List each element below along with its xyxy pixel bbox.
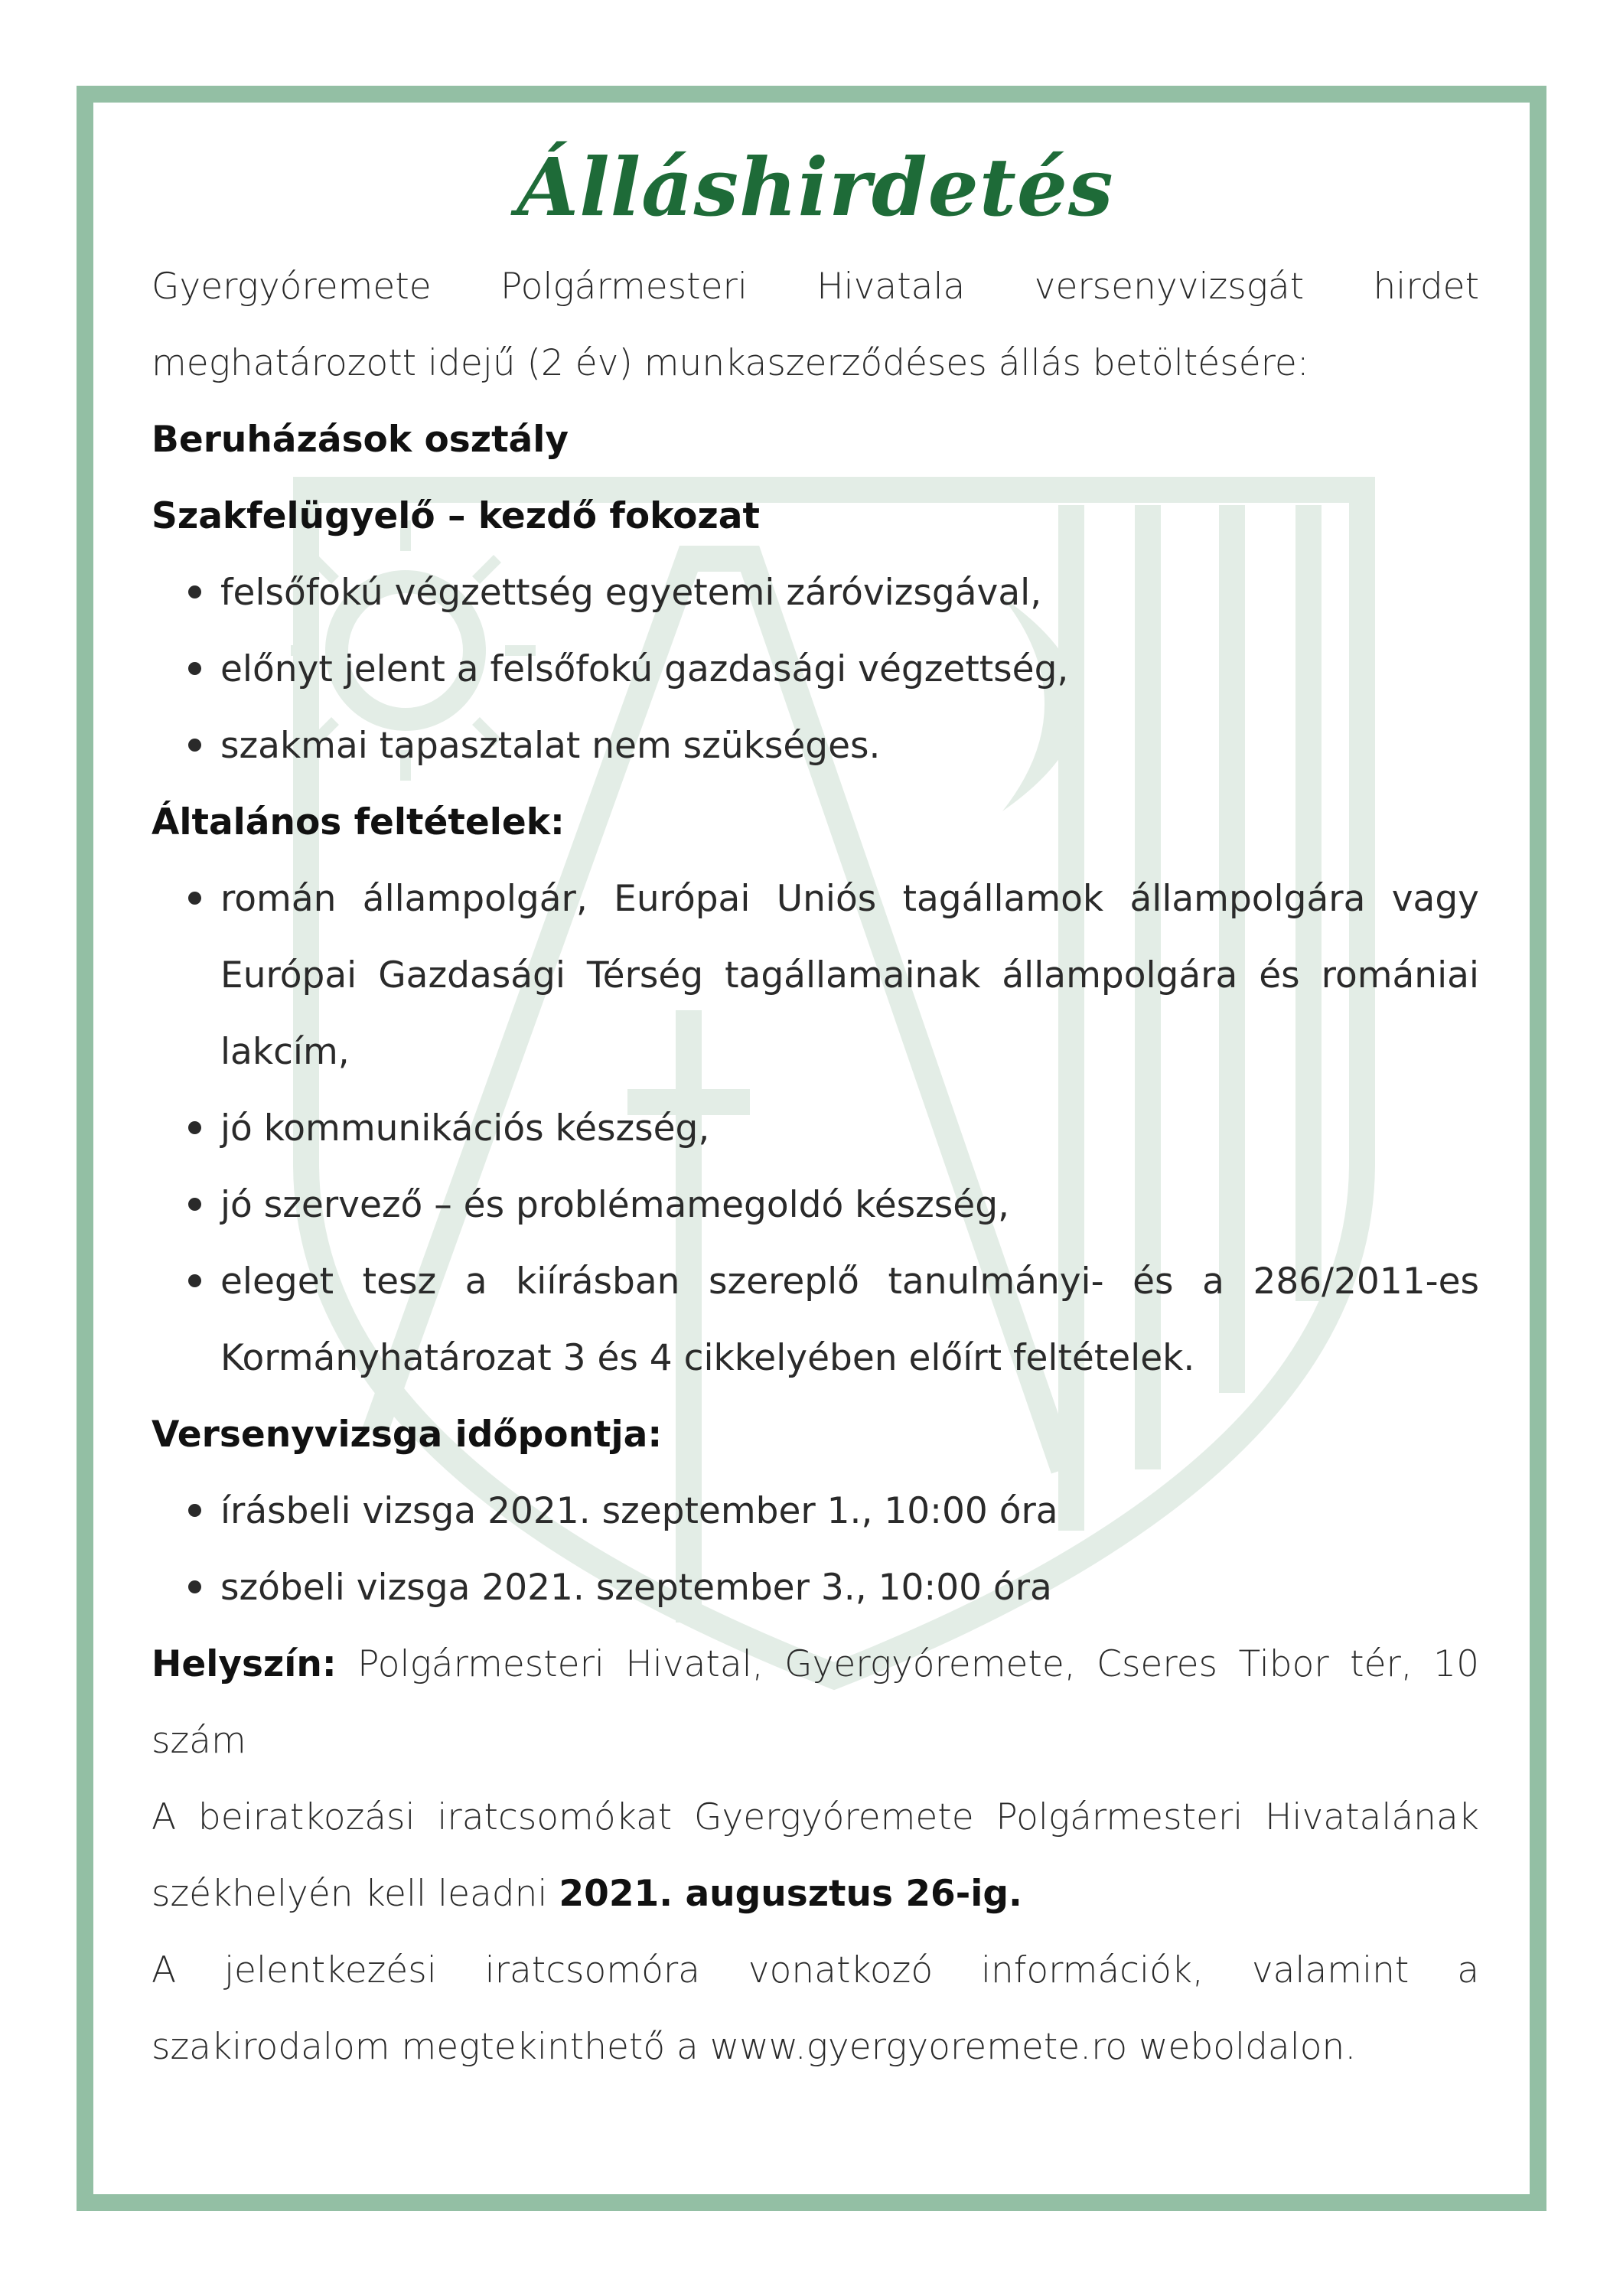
list-item: jó szervező – és problémamegoldó készség, [220, 1167, 1479, 1244]
location-paragraph [152, 1626, 1479, 1779]
submission-paragraph [152, 1779, 1479, 1932]
intro-line-1: Gyergyóremete Polgármesteri Hivatala versenyvizsgát hirdet [152, 266, 1479, 308]
location-value: Polgármesteri Hivatal, Gyergyóremete, Cseres Tibor tér, 10 szám [152, 1643, 1479, 1762]
list-item: felsőfokú végzettség egyetemi záróvizsgával, [220, 555, 1479, 631]
list-item: eleget tesz a kiírásban szereplő tanulmányi- és a 286/2011-es Kormányhatározat 3 és 4 cikkelyében előírt feltételek. [220, 1244, 1479, 1397]
department-heading: Beruházások osztály [152, 419, 569, 461]
exam-dates-list [152, 1473, 1479, 1626]
general-conditions-list [152, 861, 1479, 1397]
list-item: román állampolgár, Európai Uniós tagállamok állampolgára vagy Európai Gazdasági Térség tagállamainak állampolgára és romániai lakcím, [220, 861, 1479, 1091]
general-conditions-heading: Általános feltételek: [152, 801, 565, 843]
intro-line-2: meghatározott idejű (2 év) munkaszerződéses állás betöltésére: [152, 342, 1309, 384]
list-item: jó kommunikációs készség, [220, 1091, 1479, 1167]
job-posting [152, 126, 1479, 2086]
submission-deadline: 2021. augusztus 26-ig. [559, 1873, 1022, 1915]
page-title: Álláshirdetés [517, 140, 1114, 234]
info-paragraph: A jelentkezési iratcsomóra vonatkozó információk, valamint a szakirodalom megtekinthető a www.gyergyoremete.ro weboldalon. [152, 1949, 1479, 2068]
list-item: szakmai tapasztalat nem szükséges. [220, 708, 1479, 784]
position-heading: Szakfelügyelő – kezdő fokozat [152, 495, 760, 537]
location-label: Helyszín: [152, 1643, 337, 1685]
list-item: írásbeli vizsga 2021. szeptember 1., 10:00 óra [220, 1473, 1479, 1550]
list-item: előnyt jelent a felsőfokú gazdasági végzettség, [220, 631, 1479, 708]
submission-text: A beiratkozási iratcsomókat Gyergyóremete Polgármesteri Hivatalának székhelyén kell leadni [152, 1796, 1479, 1915]
exam-date-heading: Versenyvizsga időpontja: [152, 1414, 663, 1456]
position-requirements-list [152, 555, 1479, 784]
list-item: szóbeli vizsga 2021. szeptember 3., 10:00 óra [220, 1550, 1479, 1626]
